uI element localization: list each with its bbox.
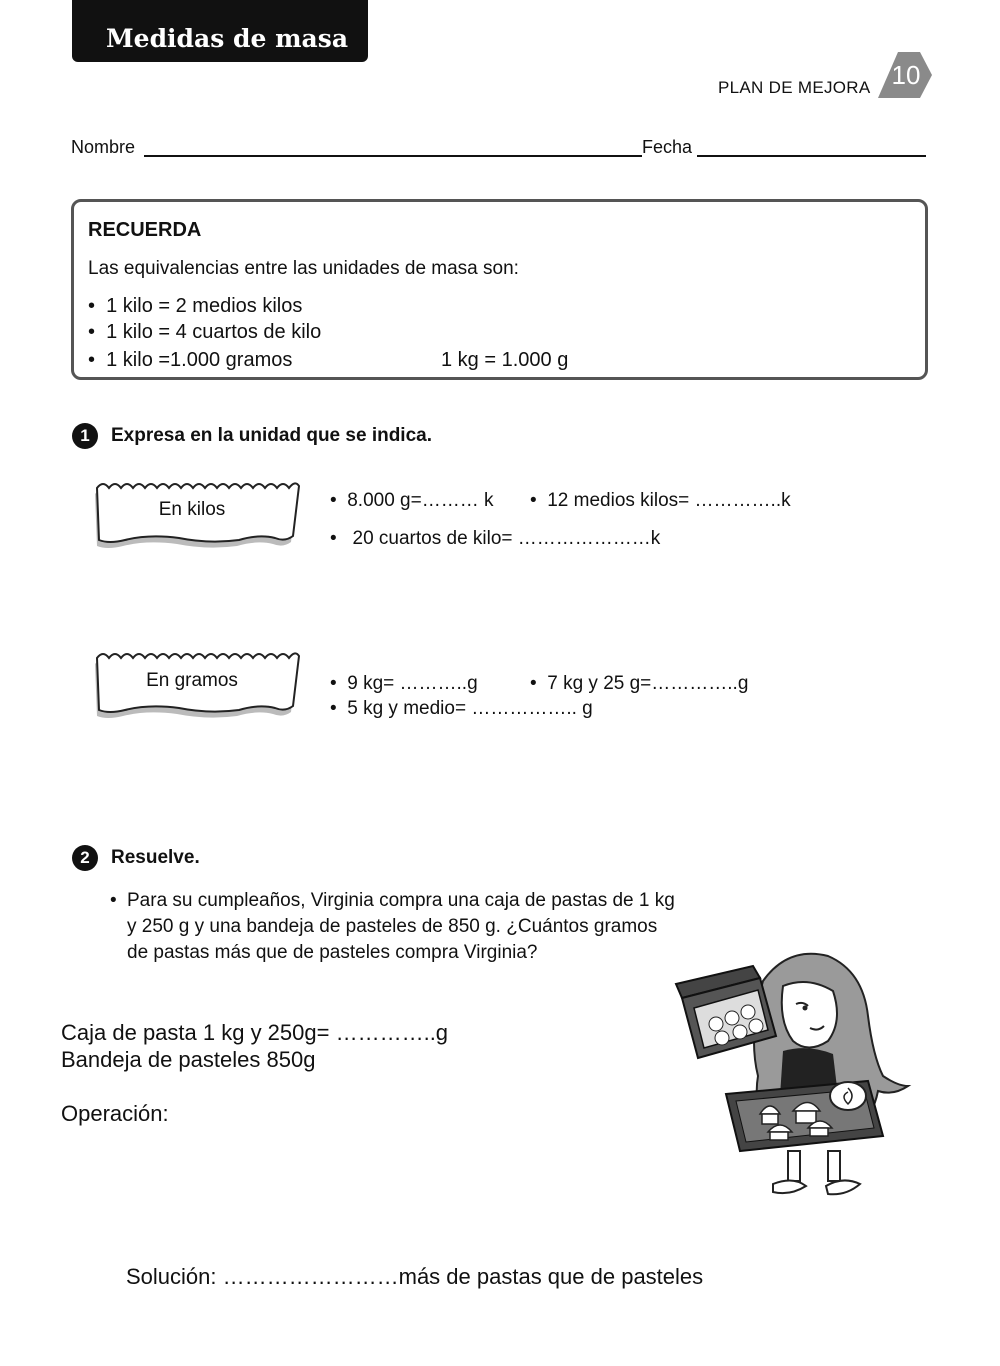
name-field[interactable]: [144, 155, 642, 157]
exercise-1-number: 1: [72, 423, 98, 449]
kilos-item: • 20 cuartos de kilo= …………………k: [330, 528, 661, 549]
exercise-1-title: Expresa en la unidad que se indica.: [111, 425, 432, 446]
recuerda-item: • 1 kilo =1.000 gramos: [88, 349, 293, 371]
recuerda-title: RECUERDA: [88, 219, 202, 241]
solution-line: Solución: ……………………más de pastas que de pasteles: [126, 1264, 704, 1289]
scroll-label-kilos: En kilos: [158, 499, 226, 520]
name-label: Nombre: [71, 137, 136, 157]
gramos-item: • 5 kg y medio= …………….. g: [330, 698, 593, 719]
scroll-label-gramos: En gramos: [146, 670, 238, 691]
exercise-2-title: Resuelve.: [111, 847, 200, 868]
recuerda-item: • 1 kilo = 4 cuartos de kilo: [88, 321, 322, 343]
gramos-item: • 9 kg= ………..g: [330, 673, 478, 694]
operacion-label: Operación:: [61, 1101, 169, 1126]
problem-text: • Para su cumpleaños, Virginia compra una caja de pastas de 1 kg y 250 g y una bandeja de pasteles de 850 g. ¿Cuántos gramos de pastas más que de pasteles compra Virginia?: [110, 890, 675, 963]
recuerda-kg-equivalence: 1 kg = 1.000 g: [441, 349, 569, 371]
answer-caja: Caja de pasta 1 kg y 250g= …………..g: [61, 1020, 449, 1045]
unit-number: 10: [891, 60, 921, 90]
recuerda-intro: Las equivalencias entre las unidades de masa son:: [88, 258, 519, 279]
page-title: Medidas de masa: [72, 0, 368, 62]
kilos-item: • 12 medios kilos= …………..k: [530, 490, 791, 511]
date-field[interactable]: [697, 155, 926, 157]
kilos-item: • 8.000 g=……… k: [330, 490, 494, 511]
answer-bandeja: Bandeja de pasteles 850g: [61, 1047, 316, 1072]
date-label: Fecha: [642, 137, 693, 157]
exercise-2-number: 2: [72, 845, 98, 871]
girl-with-pastries-illustration: [668, 946, 918, 1201]
gramos-item: • 7 kg y 25 g=…………..g: [530, 673, 749, 694]
recuerda-item: • 1 kilo = 2 medios kilos: [88, 295, 303, 317]
plan-label: PLAN DE MEJORA: [718, 78, 871, 97]
